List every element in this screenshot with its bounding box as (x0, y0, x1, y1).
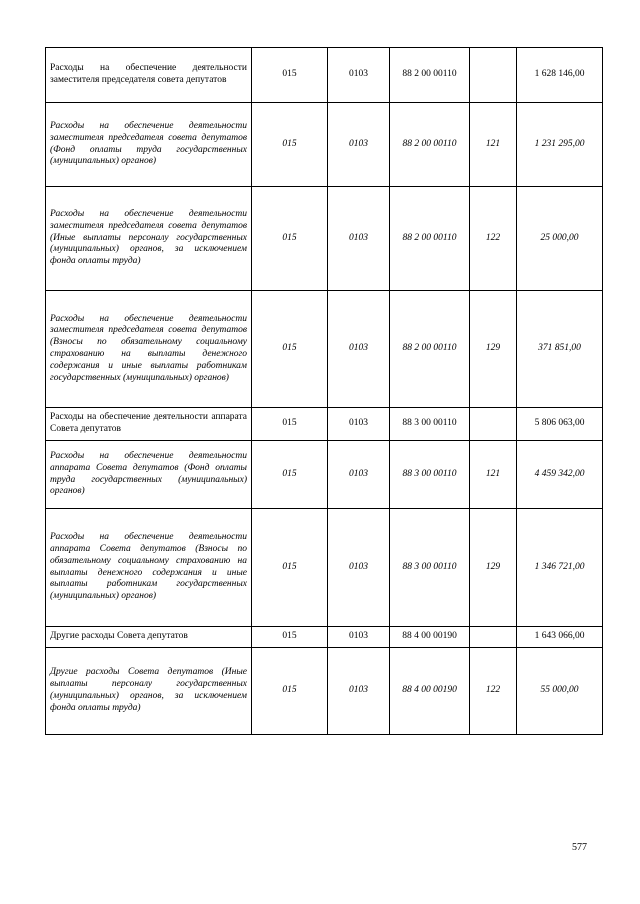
expense-type-cell (470, 627, 517, 648)
expense-name-cell: Расходы на обеспечение деятельности аппарата Совета депутатов (Взносы по обязательному социальному страхованию на выплаты денежного содержания и иные выплаты работникам государственных (муниципальных) органов) (46, 509, 252, 627)
expense-type-cell: 129 (470, 509, 517, 627)
amount-cell: 5 806 063,00 (517, 408, 603, 441)
table-row (46, 441, 603, 509)
expense-type-cell: 121 (470, 441, 517, 509)
section-code-cell: 0103 (328, 509, 390, 627)
target-article-cell: 88 2 00 00110 (390, 187, 470, 291)
target-article-cell: 88 3 00 00110 (390, 441, 470, 509)
expense-name-cell: Расходы на обеспечение деятельности аппарата Совета депутатов (Фонд оплаты труда государственных (муниципальных) органов) (46, 441, 252, 509)
target-article-cell: 88 4 00 00190 (390, 627, 470, 648)
table-row (46, 648, 603, 735)
section-code-cell: 0103 (328, 408, 390, 441)
budget-table (45, 47, 603, 735)
expense-name-cell: Другие расходы Совета депутатов (Иные выплаты персоналу государственных (муниципальных) органов, за исключением фонда оплаты труда) (46, 648, 252, 735)
expense-type-cell: 122 (470, 187, 517, 291)
table-row (46, 408, 603, 441)
amount-cell: 371 851,00 (517, 291, 603, 408)
expense-name-cell: Расходы на обеспечение деятельности заместителя председателя совета депутатов (Иные выплаты персоналу государственных (муниципальных) органов, за исключением фонда оплаты труда) (46, 187, 252, 291)
expense-type-cell: 129 (470, 291, 517, 408)
page-number: 577 (572, 842, 587, 853)
target-article-cell: 88 2 00 00110 (390, 103, 470, 187)
expense-type-cell: 122 (470, 648, 517, 735)
chapter-code-cell: 015 (252, 48, 328, 103)
section-code-cell: 0103 (328, 48, 390, 103)
amount-cell: 55 000,00 (517, 648, 603, 735)
amount-cell: 1 643 066,00 (517, 627, 603, 648)
amount-cell: 1 231 295,00 (517, 103, 603, 187)
expense-name-cell: Расходы на обеспечение деятельности аппарата Совета депутатов (46, 408, 252, 441)
table-row (46, 509, 603, 627)
section-code-cell: 0103 (328, 187, 390, 291)
chapter-code-cell: 015 (252, 291, 328, 408)
section-code-cell: 0103 (328, 103, 390, 187)
table-row (46, 48, 603, 103)
chapter-code-cell: 015 (252, 627, 328, 648)
section-code-cell: 0103 (328, 648, 390, 735)
table-row (46, 291, 603, 408)
amount-cell: 1 628 146,00 (517, 48, 603, 103)
chapter-code-cell: 015 (252, 648, 328, 735)
chapter-code-cell: 015 (252, 408, 328, 441)
expense-type-cell (470, 48, 517, 103)
target-article-cell: 88 3 00 00110 (390, 509, 470, 627)
expense-name-cell: Расходы на обеспечение деятельности заместителя председателя совета депутатов (Фонд оплаты труда государственных (муниципальных) органов) (46, 103, 252, 187)
expense-type-cell (470, 408, 517, 441)
expense-type-cell: 121 (470, 103, 517, 187)
expense-name-cell: Другие расходы Совета депутатов (46, 627, 252, 648)
target-article-cell: 88 2 00 00110 (390, 291, 470, 408)
section-code-cell: 0103 (328, 627, 390, 648)
table-row (46, 103, 603, 187)
section-code-cell: 0103 (328, 291, 390, 408)
target-article-cell: 88 3 00 00110 (390, 408, 470, 441)
target-article-cell: 88 4 00 00190 (390, 648, 470, 735)
amount-cell: 4 459 342,00 (517, 441, 603, 509)
target-article-cell: 88 2 00 00110 (390, 48, 470, 103)
chapter-code-cell: 015 (252, 187, 328, 291)
chapter-code-cell: 015 (252, 103, 328, 187)
table-row (46, 627, 603, 648)
expense-name-cell: Расходы на обеспечение деятельности заместителя председателя совета депутатов (Взносы по обязательному социальному страхованию на выплаты денежного содержания и иные выплаты работникам государственных (муниципальных) органов) (46, 291, 252, 408)
chapter-code-cell: 015 (252, 441, 328, 509)
expense-name-cell: Расходы на обеспечение деятельности заместителя председателя совета депутатов (46, 48, 252, 103)
chapter-code-cell: 015 (252, 509, 328, 627)
section-code-cell: 0103 (328, 441, 390, 509)
amount-cell: 1 346 721,00 (517, 509, 603, 627)
table-row (46, 187, 603, 291)
amount-cell: 25 000,00 (517, 187, 603, 291)
